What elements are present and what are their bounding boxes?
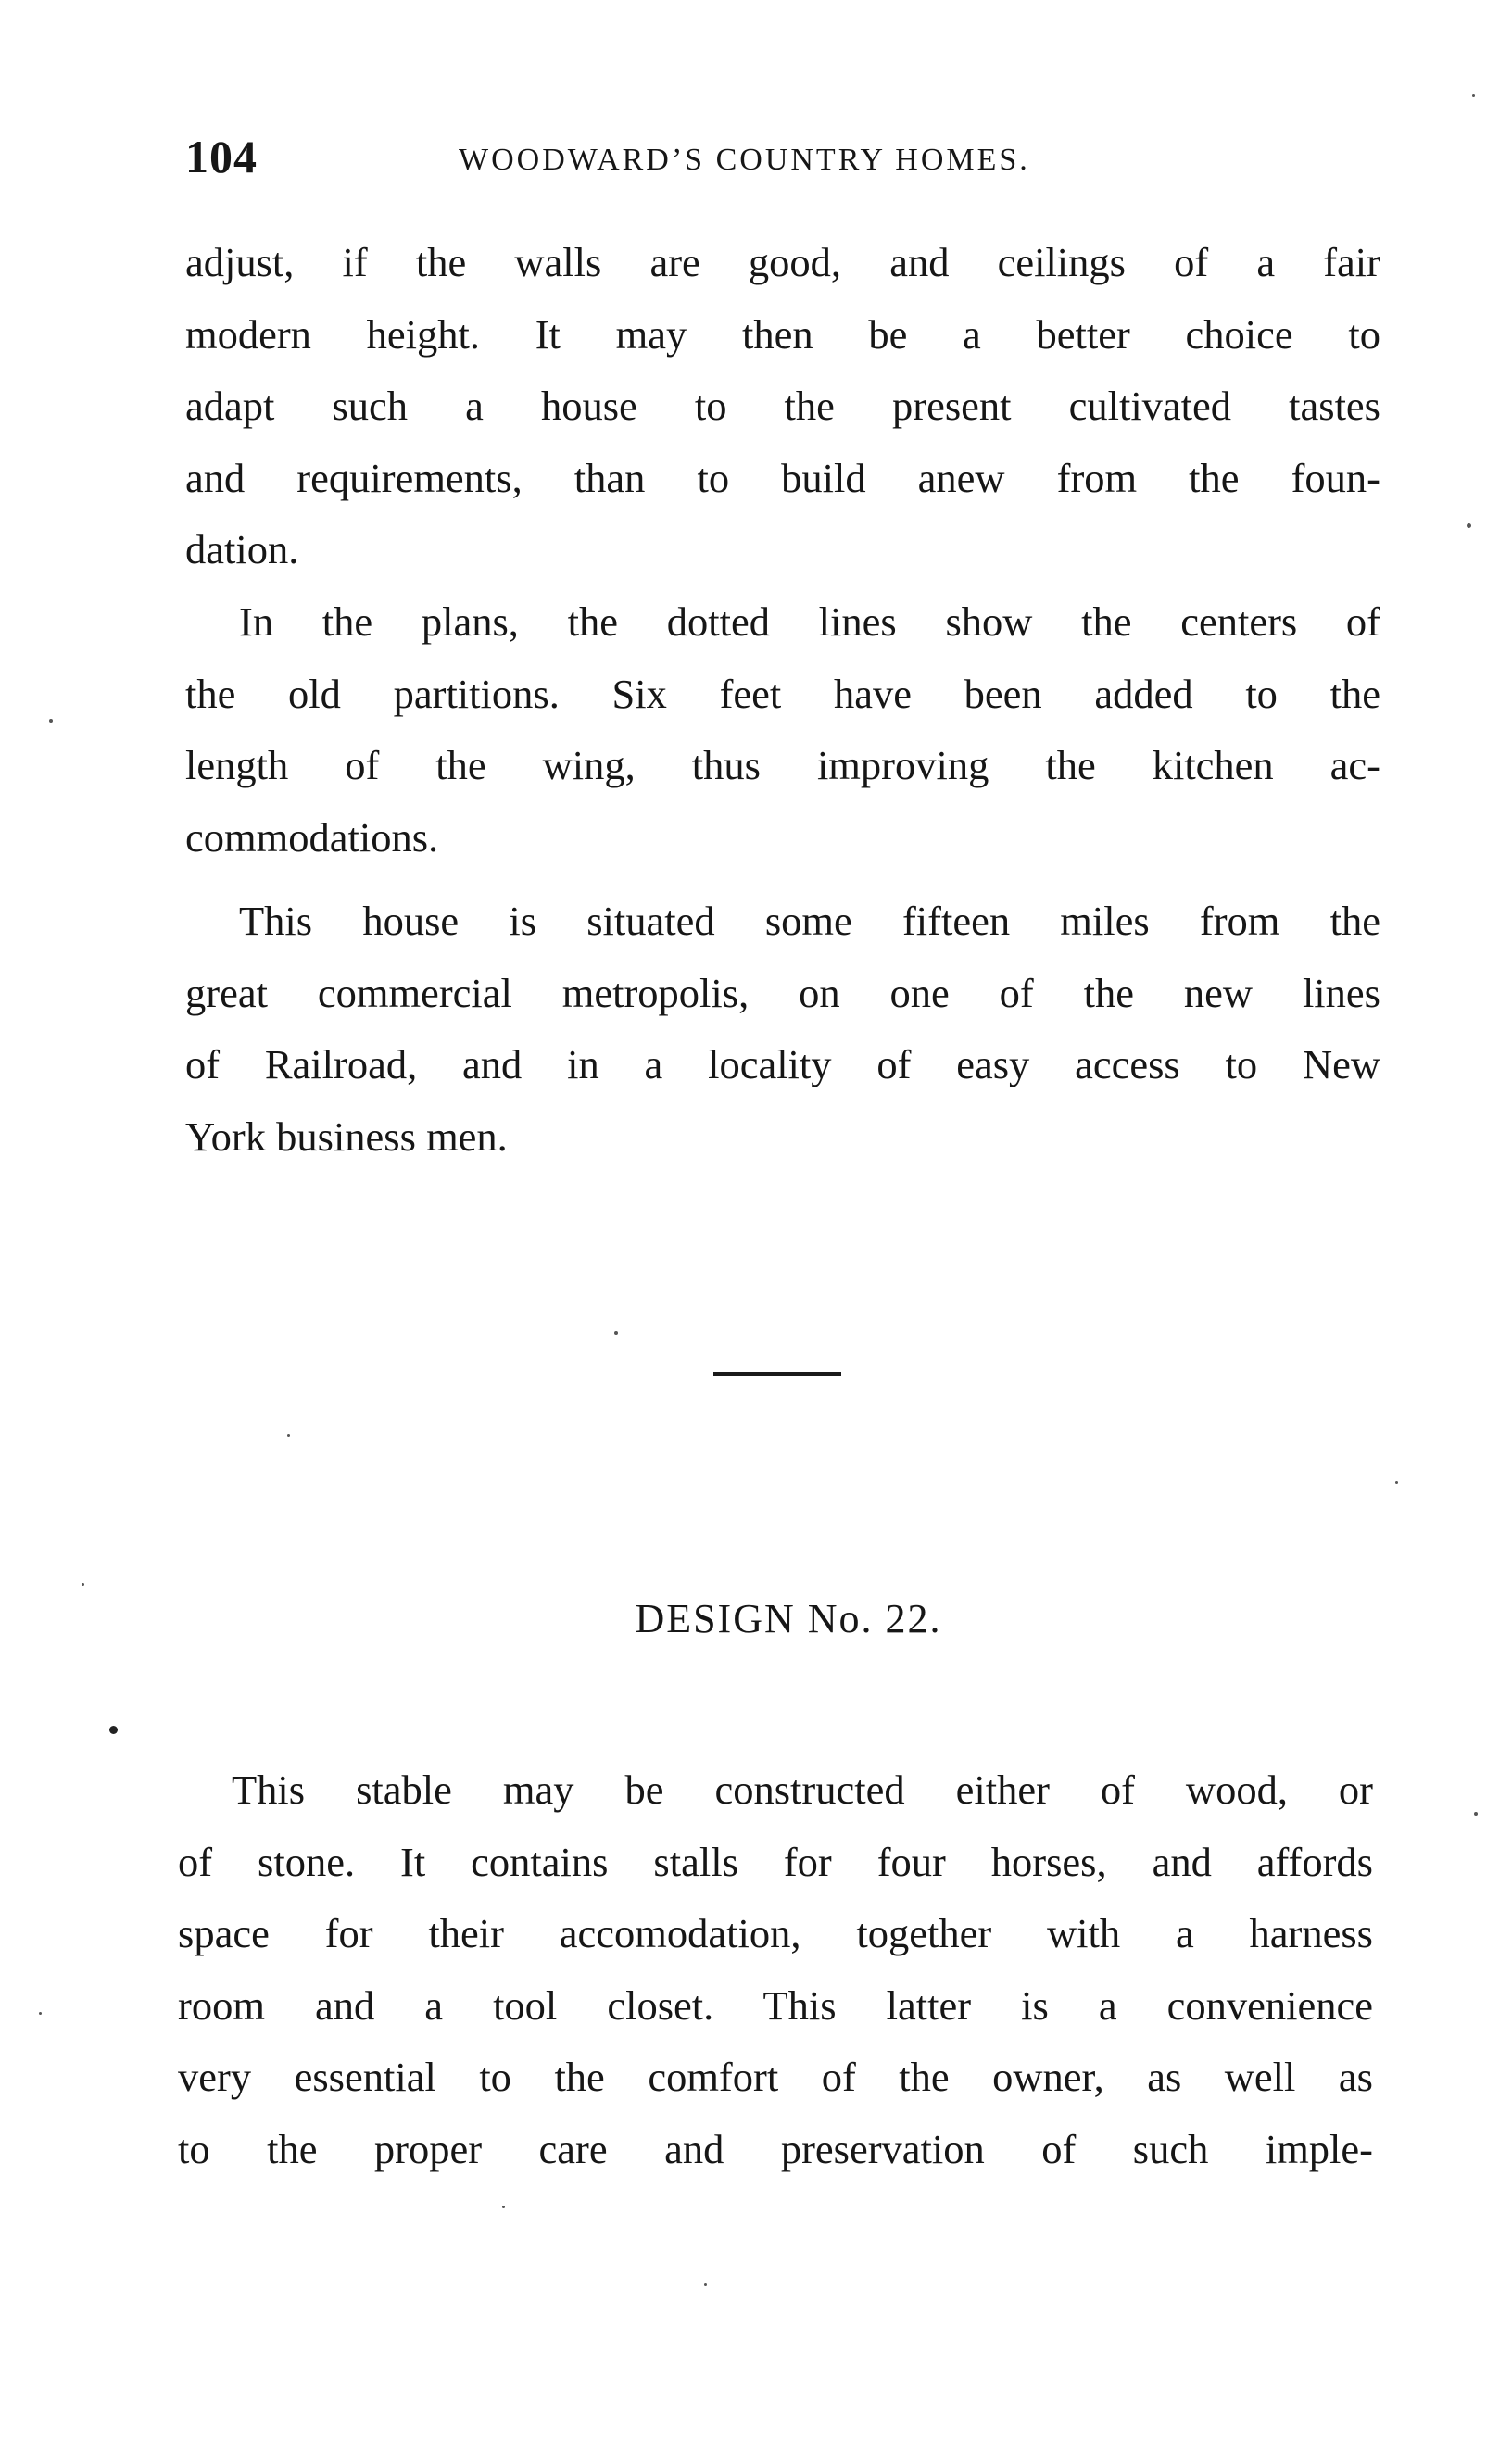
- page-number: 104: [185, 131, 258, 182]
- paragraph-3: [185, 886, 1380, 1173]
- text-line: adapt such a house to the present cultivated tastes: [185, 383, 1380, 429]
- scan-speck: [39, 2012, 42, 2015]
- text-line: great commercial metropolis, on one of the new lines: [185, 969, 1380, 1016]
- text-line: dation.: [185, 526, 299, 572]
- scan-speck: [502, 2206, 505, 2208]
- running-head: [185, 130, 1386, 185]
- scan-speck: [1467, 523, 1471, 528]
- scan-speck: [1472, 94, 1475, 97]
- text-line: This house is situated some fifteen miles from the: [239, 898, 1380, 944]
- scan-speck: [614, 1331, 618, 1335]
- text-line: York business men.: [185, 1113, 508, 1160]
- design-heading: DESIGN No. 22.: [635, 1596, 942, 1641]
- text-line: of stone. It contains stalls for four horses, and affords: [178, 1838, 1373, 1885]
- scan-speck: [1474, 1812, 1478, 1816]
- scan-speck: [49, 719, 53, 723]
- text-line: In the plans, the dotted lines show the centers of: [239, 598, 1380, 645]
- text-line: commodations.: [185, 813, 439, 861]
- text-line: adjust, if the walls are good, and ceilings of a fair: [185, 239, 1380, 285]
- paragraph-4: [178, 1754, 1373, 2185]
- scan-speck: [704, 2283, 707, 2286]
- paragraph-2: [185, 586, 1380, 874]
- text-line: and requirements, than to build anew from the foun-: [185, 454, 1380, 501]
- text-line: very essential to the comfort of the owner, as well as: [178, 2054, 1373, 2100]
- scan-speck: [287, 1434, 290, 1437]
- scan-speck: [1395, 1481, 1398, 1484]
- text-line: to the proper care and preservation of such imple-: [178, 2125, 1373, 2172]
- text-line: of Railroad, and in a locality of easy access to New: [185, 1041, 1380, 1087]
- text-line: modern height. It may then be a better choice to: [185, 310, 1380, 358]
- section-divider: [713, 1372, 841, 1376]
- text-line: the old partitions. Six feet have been added to the: [185, 670, 1380, 717]
- text-line: length of the wing, thus improving the kitchen ac-: [185, 742, 1380, 788]
- text-line: room and a tool closet. This latter is a convenience: [178, 1981, 1373, 2029]
- scan-speck: [109, 1726, 118, 1734]
- text-line: This stable may be constructed either of wood, or: [232, 1766, 1373, 1813]
- text-line: space for their accomodation, together with a harness: [178, 1910, 1373, 1956]
- paragraph-1: [185, 227, 1380, 586]
- running-title: WOODWARD’S COUNTRY HOMES.: [459, 143, 1030, 177]
- scan-speck: [82, 1583, 84, 1586]
